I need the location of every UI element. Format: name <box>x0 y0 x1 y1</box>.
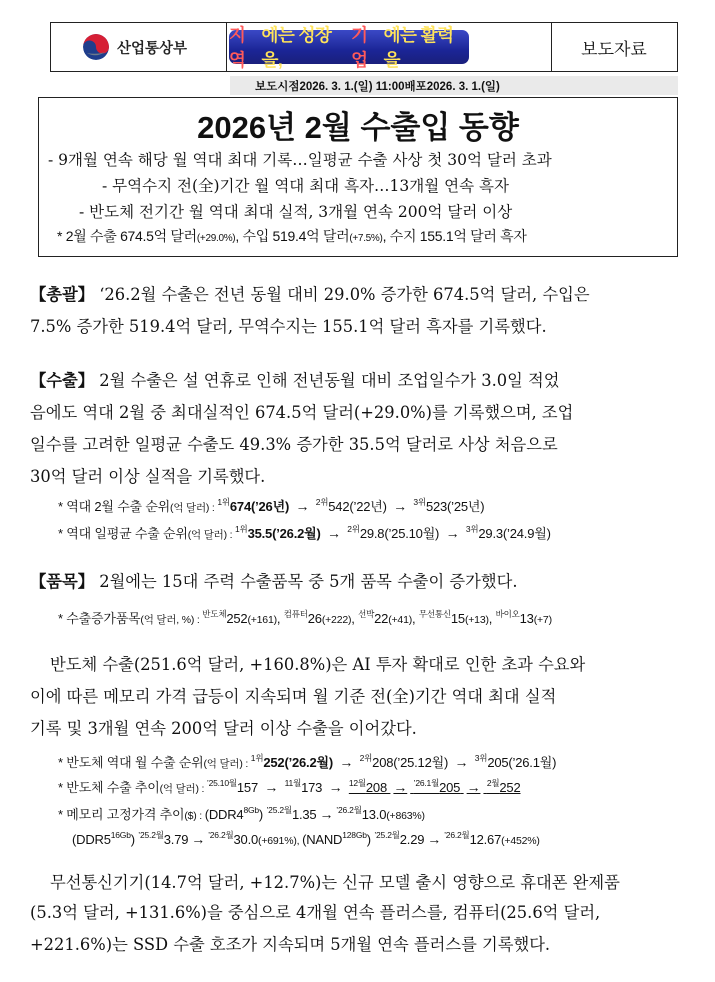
export-line-4: 30억 달러 이상 실적을 기록했다. <box>30 467 266 486</box>
rank-2: 2위 <box>359 753 373 763</box>
rank-2-value: 542 <box>328 499 350 514</box>
item-value: 13 <box>519 611 534 626</box>
semiconductor-paragraph <box>50 652 710 678</box>
subtitle-1: - 9개월 연속 해당 월 역대 최대 기록…일평균 수출 사상 첫 30억 달러 초과 <box>48 151 552 169</box>
wireless-line-2: (5.3억 달러, +131.6%)을 중심으로 4개월 연속 플러스를, 컴퓨터(25.6억 달러, <box>30 903 601 922</box>
rank-3-period: (’25년) <box>447 499 485 514</box>
trend-period: 11월 <box>284 778 302 788</box>
semi-line-3: 기록 및 3개월 연속 200억 달러 이상 수출을 이어갔다. <box>30 719 417 738</box>
rank-3-value: 29.3 <box>478 526 503 541</box>
rank-1-period: (’26년) <box>250 499 290 514</box>
items-line: 2월에는 15대 주력 수출품목 중 5개 품목 수출이 증가했다. <box>99 572 518 591</box>
slogan-banner <box>229 25 469 70</box>
headline-export-pct: (+29.0%) <box>196 233 236 244</box>
headline-import-pct: (+7.5%) <box>349 233 383 244</box>
daily-export-rank-note <box>58 523 551 542</box>
item-pct: (+161) <box>247 614 277 626</box>
paren-close: ) <box>130 832 135 847</box>
rank-3-period: (’24.9월) <box>502 526 551 541</box>
note-unit: ($) : <box>184 810 205 822</box>
arrow-icon: → <box>295 498 310 514</box>
summary-line-2: 7.5% 증가한 519.4억 달러, 무역수지는 155.1억 달러 흑자를 기록했다. <box>30 317 547 336</box>
price-value: 2.29 <box>399 832 425 847</box>
trend-period: 2월 <box>486 778 500 788</box>
item-value: 22 <box>374 611 389 626</box>
trend-value: 252 <box>499 780 521 795</box>
rank-3-value: 205 <box>487 755 509 770</box>
rank-1: 1위 <box>217 497 230 507</box>
item-name: 반도체 <box>202 609 227 619</box>
trend-value: 157 <box>236 780 258 795</box>
price-pct: (+691%), <box>258 835 303 847</box>
headline-figures <box>57 226 527 246</box>
export-line-2: 음에도 역대 2월 중 최대실적인 674.5억 달러(+29.0%)를 기록했으며, 조업 <box>30 403 574 422</box>
slogan-area <box>226 23 552 71</box>
price-value: 30.0 <box>233 832 259 847</box>
item-pct: (+13) <box>464 614 489 626</box>
items-paragraph <box>30 569 690 595</box>
note-unit: (억 달러) : <box>159 783 207 795</box>
wireless-paragraph-cont <box>30 900 690 958</box>
item-pct: (+41) <box>388 614 413 626</box>
arrow-icon: → <box>427 831 442 847</box>
slogan-word-business: 기업 <box>351 25 368 70</box>
rank-1: 1위 <box>250 753 264 763</box>
price-value: 3.79 <box>163 832 189 847</box>
rank-2-period: (’25.12월) <box>393 755 449 770</box>
export-line-1: 2월 수출은 설 연휴로 인해 전년동월 대비 조업일수가 3.0일 적었 <box>99 371 560 390</box>
rank-2-period: (’22년) <box>349 499 387 514</box>
price-period: ’25.2월 <box>138 830 164 840</box>
slogan-word-region: 지역 <box>229 25 246 70</box>
item-pct: (+222) <box>321 614 352 626</box>
rank-3-period: (’26.1월) <box>508 755 557 770</box>
item-name: 선박 <box>358 609 375 619</box>
trend-value: 208 <box>365 780 387 795</box>
price-value: 1.35 <box>291 807 317 822</box>
item-name: 컴퓨터 <box>283 609 308 619</box>
release-label: 배포 <box>404 80 427 93</box>
arrow-icon: → <box>454 754 469 770</box>
item-value: 252 <box>226 611 248 626</box>
rank-1-period: (’26.2월) <box>284 755 333 770</box>
note-label: * 반도체 역대 월 수출 순위 <box>58 755 204 770</box>
arrow-icon: → <box>466 779 481 795</box>
ministry-logo <box>51 23 227 71</box>
memory-price-note <box>58 804 425 823</box>
rank-3: 3위 <box>413 497 426 507</box>
trend-period: ’25.10월 <box>206 778 237 788</box>
trend-period: ’26.1월 <box>413 778 440 788</box>
semi-line-1: 반도체 수출(251.6억 달러, +160.8%)은 AI 투자 확대로 인한 초과 수요와 <box>50 655 586 674</box>
arrow-icon: → <box>393 779 408 795</box>
note-label: * 역대 일평균 수출 순위 <box>58 526 188 541</box>
wireless-line-1: 무선통신기기(14.7억 달러, +12.7%)는 신규 모델 출시 영향으로 휴대폰 완제품 <box>50 873 620 892</box>
summary-paragraph <box>30 282 690 340</box>
summary-tag: 【총괄】 <box>30 286 95 304</box>
price-period: ’26.2월 <box>208 830 234 840</box>
price-value: 12.67 <box>469 832 502 847</box>
rank-2: 2위 <box>315 497 329 507</box>
trend-period: 12월 <box>348 778 366 788</box>
item-value: 26 <box>307 611 322 626</box>
rank-3: 3위 <box>465 524 479 534</box>
ministry-name: 산업통상부 <box>117 41 188 57</box>
semiconductor-paragraph-cont <box>30 684 690 742</box>
slogan-text-1: 에는 성장을, <box>261 25 332 70</box>
rank-2-period: (’25.10월) <box>384 526 440 541</box>
item-name: 바이오 <box>495 609 520 619</box>
rank-1-period: (’26.2월) <box>272 526 321 541</box>
arrow-icon: → <box>445 525 460 541</box>
ddr4-spec: 8Gb <box>243 805 259 815</box>
release-timing <box>230 76 678 95</box>
subtitle-2: - 무역수지 전(全)기간 월 역대 최대 흑자…13개월 연속 흑자 <box>102 177 509 195</box>
arrow-icon: → <box>339 754 354 770</box>
note-label: * 메모리 고정가격 추이 <box>58 807 185 822</box>
nand-spec: 128Gb <box>342 830 367 840</box>
memory-price-note-cont <box>72 829 540 847</box>
paren-close: ) <box>366 832 371 847</box>
note-unit: (억 달러) : <box>170 502 218 514</box>
note-unit: (억 달러) : <box>203 758 251 770</box>
paren-close: ) <box>258 807 264 822</box>
semi-trend-note <box>58 777 521 796</box>
price-pct: (+863%) <box>386 810 425 822</box>
note-unit: (억 달러, %) : <box>140 614 203 626</box>
price-period: ’26.2월 <box>444 830 470 840</box>
rank-3: 3위 <box>474 753 488 763</box>
embargo-label: 보도시점 <box>255 80 300 93</box>
rank-2: 2위 <box>347 524 360 534</box>
rank-1-value: 252 <box>263 755 285 770</box>
export-paragraph <box>30 368 690 490</box>
note-label: * 역대 2월 수출 순위 <box>58 499 171 514</box>
rank-1-value: 674 <box>229 499 251 514</box>
arrow-icon: → <box>327 525 341 541</box>
ddr5-label: (DDR5 <box>72 832 111 847</box>
semi-line-2: 이에 따른 메모리 가격 급등이 지속되며 월 기준 전(全)기간 역대 최대 실적 <box>30 687 557 706</box>
items-tag: 【품목】 <box>30 573 95 591</box>
price-period: ’25.2월 <box>374 830 400 840</box>
price-period: ’26.2월 <box>336 805 362 815</box>
wireless-line-3: +221.6%)는 SSD 수출 호조가 지속되며 5개월 연속 플러스를 기록했다. <box>30 935 551 954</box>
headline-balance: , 수지 155.1억 달러 흑자 <box>382 228 527 244</box>
trend-value: 173 <box>301 780 323 795</box>
note-unit: (억 달러) : <box>187 529 236 541</box>
headline-import: , 수입 519.4억 달러 <box>235 228 350 244</box>
slogan-text-2: 에는 활력을 <box>383 25 454 70</box>
headline-export: * 2월 수출 674.5억 달러 <box>57 228 197 244</box>
rank-2-value: 208 <box>372 755 394 770</box>
note-label: * 수출증가품목 <box>58 611 141 626</box>
arrow-icon: → <box>264 779 279 795</box>
trend-value: 205 <box>439 780 461 795</box>
nand-label: (NAND <box>302 832 343 847</box>
semi-rank-note <box>58 752 556 771</box>
rank-2-value: 29.8 <box>359 526 385 541</box>
price-value: 13.0 <box>361 807 387 822</box>
header-box <box>50 22 678 72</box>
note-label: * 반도체 수출 추이 <box>58 780 160 795</box>
export-tag: 【수출】 <box>30 372 95 390</box>
wireless-paragraph <box>50 870 710 896</box>
press-release-label: 보도자료 <box>581 39 647 60</box>
item-name: 무선통신 <box>418 609 451 619</box>
summary-line-1: ‘26.2월 수출은 전년 동월 대비 29.0% 증가한 674.5억 달러, 수입은 <box>99 285 590 304</box>
release-value: 2026. 3. 1.(일) <box>426 80 500 93</box>
trend-underlined-segment <box>349 780 521 795</box>
taegeuk-emblem-icon <box>83 34 109 60</box>
arrow-icon: → <box>393 498 407 514</box>
subtitle-3: - 반도체 전기간 월 역대 최대 실적, 3개월 연속 200억 달러 이상 <box>79 203 513 221</box>
rank-1-value: 35.5 <box>247 526 273 541</box>
embargo-value: 2026. 3. 1.(일) 11:00 <box>299 80 405 93</box>
arrow-icon: → <box>191 831 206 847</box>
rank-3-value: 523 <box>425 499 448 514</box>
ddr5-spec: 16Gb <box>110 830 131 840</box>
rank-1: 1위 <box>235 524 248 534</box>
price-pct: (+452%) <box>501 835 540 847</box>
page-title: 2026년 2월 수출입 동향 <box>197 110 519 145</box>
arrow-icon: → <box>328 779 343 795</box>
title-box <box>38 97 678 257</box>
item-value: 15 <box>450 611 465 626</box>
arrow-icon: → <box>319 806 334 822</box>
item-pct: (+7) <box>533 614 552 626</box>
export-line-3: 일수를 고려한 일평균 수출도 49.3% 증가한 35.5억 달러로 사상 처음으로 <box>30 435 558 454</box>
export-rank-note <box>58 496 484 515</box>
ddr4-label: (DDR4 <box>204 807 244 822</box>
price-period: ’25.2월 <box>266 805 292 815</box>
growth-items-note: * 수출증가품목(억 달러, %) : $^{반도체}$252(+161), $^{컴퓨터}$26(+222), $^{선박}$22(+41), $^{무선통신}$15(+13), $^{바이오}$13(+7) <box>58 609 552 626</box>
